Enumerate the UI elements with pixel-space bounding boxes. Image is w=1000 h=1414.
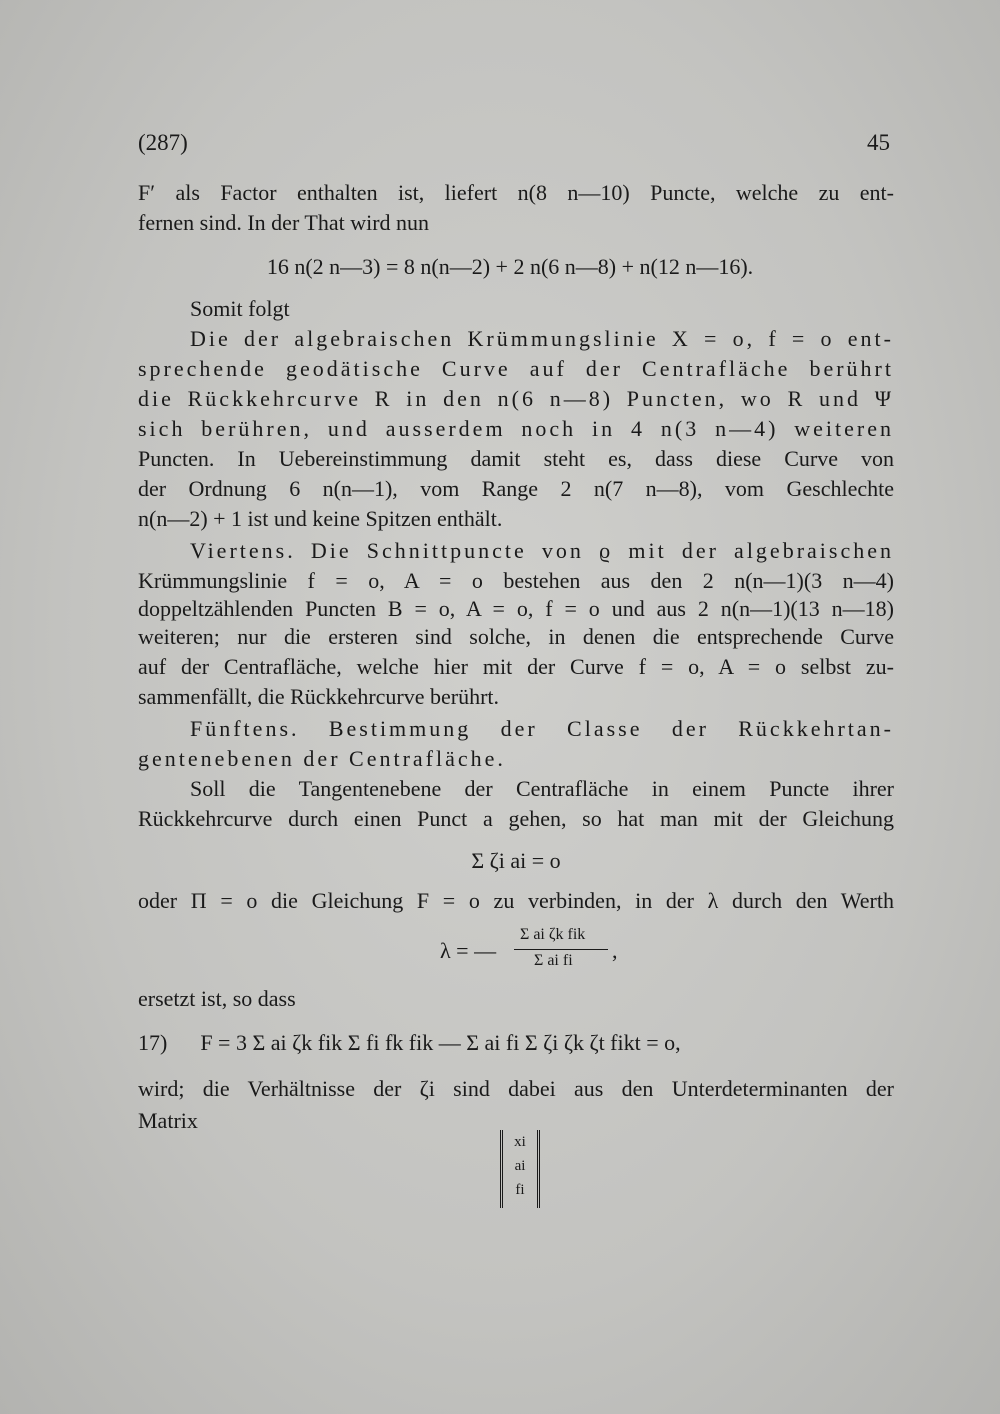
theorem-line: die Rückkehrcurve R in den n(6 n—8) Puncten, wo R und Ψ xyxy=(138,386,894,411)
text-line: ersetzt ist, so dass xyxy=(138,986,296,1011)
section-line: gentenebenen der Centrafläche. xyxy=(138,746,506,771)
text-line: n(n—2) + 1 ist und keine Spitzen enthält. xyxy=(138,506,503,531)
text-line: Soll die Tangentenebene der Centrafläche in einem Puncte ihrer xyxy=(190,776,894,801)
matrix-row: xi xyxy=(514,1134,526,1150)
text-line: der Ordnung 6 n(n—1), vom Range 2 n(7 n—8), vom Geschlechte xyxy=(138,476,894,501)
matrix-row: ai xyxy=(514,1158,526,1174)
text-line: sammenfällt, die Rückkehrcurve berührt. xyxy=(138,684,500,709)
text-line: Rückkehrcurve durch einen Punct a gehen, so hat man mit der Gleichung xyxy=(138,806,894,831)
fraction-bar xyxy=(514,949,608,950)
theorem-line: Die der algebraischen Krümmungslinie X = o, f = o ent- xyxy=(190,326,894,351)
fraction-numerator: Σ ai ζk fik xyxy=(520,926,586,943)
section-line: Fünftens. Bestimmung der Classe der Rückkehrtan- xyxy=(190,716,894,741)
fraction-denominator: Σ ai fi xyxy=(534,952,573,969)
equation-17: 17) F = 3 Σ ai ζk fik Σ fi fk fik — Σ ai fi Σ ζi ζk ζt fikt = o, xyxy=(138,1030,681,1055)
theorem-line: sprechende geodätische Curve auf der Centrafläche berührt xyxy=(138,356,894,381)
text-line: doppeltzählenden Puncten B = o, A = o, f = o und aus 2 n(n—1)(13 n—18) xyxy=(138,596,894,621)
fraction-lhs: λ = — xyxy=(440,938,497,963)
text-line: Somit folgt xyxy=(190,296,290,321)
text-line: Krümmungslinie f = o, A = o bestehen aus den 2 n(n—1)(3 n—4) xyxy=(138,568,894,593)
fraction-trail: , xyxy=(612,938,618,963)
text-line: oder Π = o die Gleichung F = o zu verbinden, in der λ durch den Werth xyxy=(138,888,894,913)
matrix-row: fi xyxy=(515,1182,525,1198)
equation-line: 16 n(2 n—3) = 8 n(n—2) + 2 n(6 n—8) + n(12 n—16). xyxy=(266,254,754,279)
matrix xyxy=(500,1130,540,1208)
text-line: weiteren; nur die ersteren sind solche, in denen die entsprechende Curve xyxy=(138,624,894,649)
theorem-line: sich berühren, und ausserdem noch in 4 n(3 n—4) weiteren xyxy=(138,416,894,441)
text-line: wird; die Verhältnisse der ζi sind dabei aus den Unterdeterminanten der xyxy=(138,1076,894,1101)
section-line: Viertens. Die Schnittpuncte von ϱ mit der algebraischen xyxy=(190,538,894,563)
equation-line: Σ ζi ai = o xyxy=(471,848,561,873)
page-reference: (287) xyxy=(138,130,188,155)
text-line: auf der Centrafläche, welche hier mit der Curve f = o, A = o selbst zu- xyxy=(138,654,894,679)
text-line: F′ als Factor enthalten ist, liefert n(8 n—10) Puncte, welche zu ent- xyxy=(138,180,894,205)
text-line: Puncten. In Uebereinstimmung damit steht es, dass diese Curve von xyxy=(138,446,894,471)
text-line: fernen sind. In der That wird nun xyxy=(138,210,430,235)
text-line: Matrix xyxy=(138,1108,198,1133)
page-number: 45 xyxy=(867,130,890,155)
